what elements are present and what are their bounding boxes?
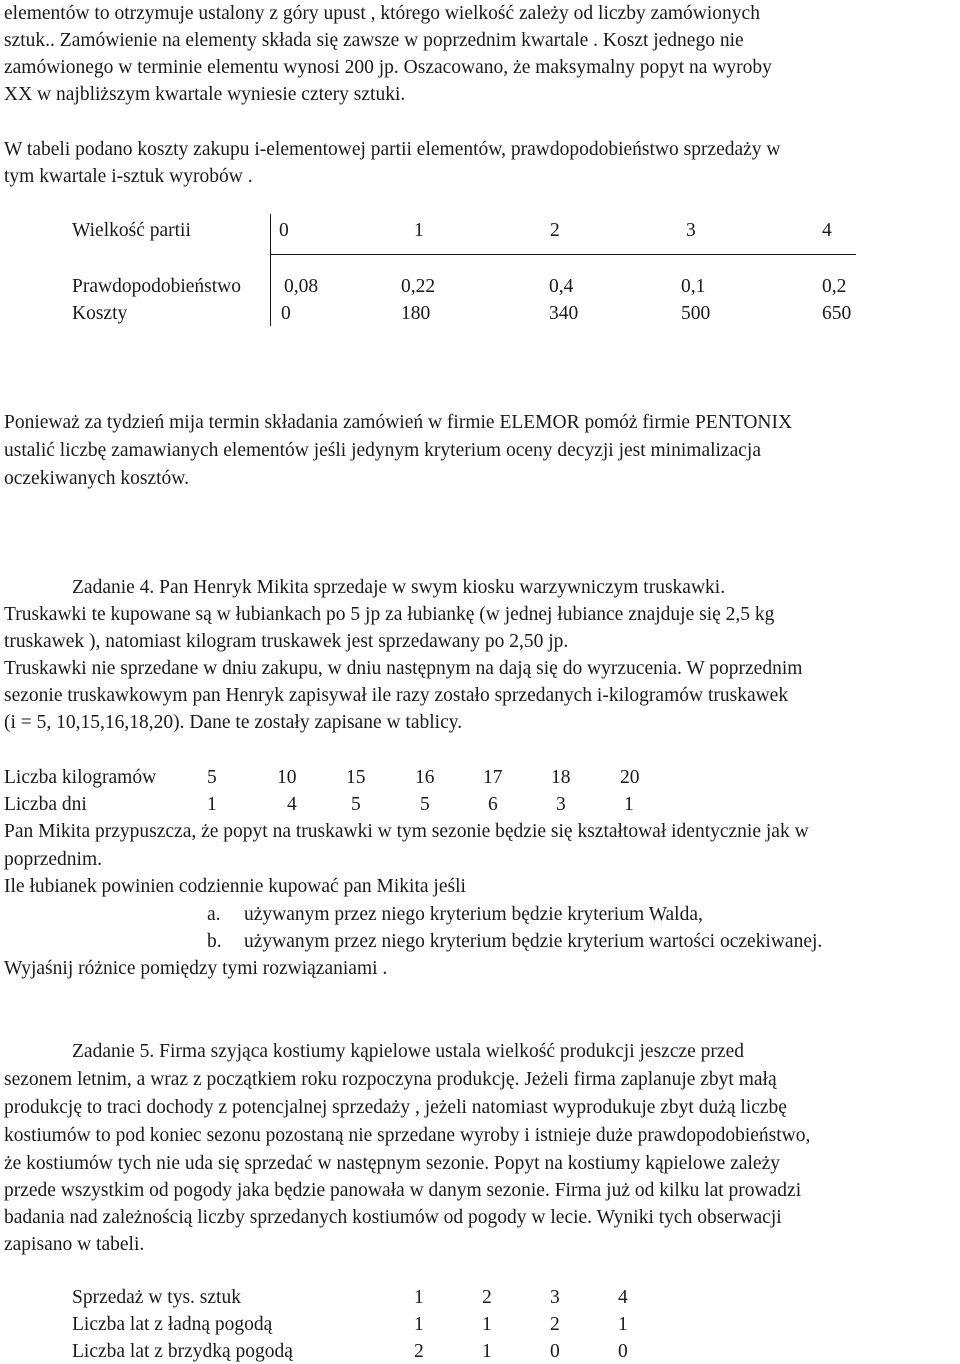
- task4-line: Truskawki nie sprzedane w dniu zakupu, w dniu następnym na dają się do wyrzucenia. W poprzednim: [4, 658, 803, 679]
- task4-line: Truskawki te kupowane są w łubiankach po 5 jp za łubiankę (w jednej łubiance znajduje się 2,5 kg: [4, 604, 775, 625]
- table-intro-line: tym kwartale i-sztuk wyrobów .: [4, 166, 253, 187]
- table-intro-line: W tabeli podano koszty zakupu i-elementowej partii elementów, prawdopodobieństwo sprzedaży w: [4, 139, 781, 160]
- sales-cell: 1: [414, 1287, 424, 1308]
- header-cell: 1: [414, 220, 424, 241]
- days-cell: 5: [351, 794, 361, 815]
- task5-heading: Zadanie 5. Firma szyjąca kostiumy kąpielowe ustala wielkość produkcji jeszcze przed: [72, 1041, 744, 1062]
- row-label-probability: Prawdopodobieństwo: [72, 276, 241, 297]
- option-marker: b.: [207, 931, 222, 952]
- task4-heading: Zadanie 4. Pan Henryk Mikita sprzedaje w swym kiosku warzywniczym truskawki.: [72, 577, 726, 598]
- task5-line: kostiumów to pod koniec sezonu pozostaną nie sprzedane wyroby i istnieje duże prawdopodobieństwo,: [4, 1125, 811, 1146]
- cost-cell: 500: [681, 303, 711, 324]
- sales-cell: 3: [550, 1287, 560, 1308]
- probability-cell: 0,2: [822, 276, 847, 297]
- bad-weather-cell: 1: [482, 1341, 492, 1362]
- question-line: Ponieważ za tydzień mija termin składania zamówień w firmie ELEMOR pomóż firmie PENTONIX: [4, 412, 793, 433]
- probability-cell: 0,22: [401, 276, 436, 297]
- row-label-kilograms: Liczba kilogramów: [4, 767, 157, 788]
- task4-line: Pan Mikita przypuszcza, że popyt na truskawki w tym sezonie będzie się kształtował identycznie jak w: [4, 821, 809, 842]
- intro-line: zamówionego w terminie elementu wynosi 200 jp. Oszacowano, że maksymalny popyt na wyroby: [4, 57, 772, 78]
- bad-weather-cell: 2: [414, 1341, 424, 1362]
- task5-line: sezonem letnim, a wraz z początkiem roku rozpoczyna produkcję. Jeżeli firma zaplanuje zbyt małą: [4, 1069, 777, 1090]
- sales-cell: 4: [618, 1287, 628, 1308]
- kilograms-cell: 10: [277, 767, 297, 788]
- nice-weather-cell: 2: [550, 1314, 560, 1335]
- option-marker: a.: [207, 904, 221, 925]
- header-cell: 2: [550, 220, 560, 241]
- header-cell: 3: [686, 220, 696, 241]
- task5-line: badania nad zależnością liczby sprzedanych kostiumów od pogody w lecie. Wyniki tych obserwacji: [4, 1207, 782, 1228]
- row-label-sales: Sprzedaż w tys. sztuk: [72, 1287, 241, 1308]
- row-label-batch-size: Wielkość partii: [72, 220, 191, 241]
- task4-line: Ile łubianek powinien codziennie kupować pan Mikita jeśli: [4, 876, 466, 897]
- task5-line: że kostiumów tych nie uda się sprzedać w następnym sezonie. Popyt na kostiumy kąpielowe zależy: [4, 1153, 780, 1174]
- days-cell: 4: [287, 794, 297, 815]
- sales-cell: 2: [482, 1287, 492, 1308]
- cost-cell: 650: [822, 303, 852, 324]
- intro-line: XX w najbliższym kwartale wyniesie cztery sztuki.: [4, 84, 406, 105]
- option-text: używanym przez niego kryterium będzie kryterium Walda,: [244, 904, 703, 925]
- task4-line: (i = 5, 10,15,16,18,20). Dane te zostały zapisane w tablicy.: [4, 712, 463, 733]
- task5-line: przede wszystkim od pogody jaka będzie panowała w danym sezonie. Firma już od kilku lat prowadzi: [4, 1180, 802, 1201]
- nice-weather-cell: 1: [414, 1314, 424, 1335]
- days-cell: 3: [556, 794, 566, 815]
- table-divider: [270, 254, 856, 255]
- kilograms-cell: 15: [346, 767, 366, 788]
- probability-cell: 0,08: [284, 276, 319, 297]
- task4-line: poprzednim.: [4, 849, 103, 870]
- kilograms-cell: 16: [415, 767, 435, 788]
- nice-weather-cell: 1: [482, 1314, 492, 1335]
- nice-weather-cell: 1: [618, 1314, 628, 1335]
- kilograms-cell: 5: [207, 767, 217, 788]
- kilograms-cell: 18: [551, 767, 571, 788]
- days-cell: 5: [420, 794, 430, 815]
- task4-line: truskawek ), natomiast kilogram truskawek jest sprzedawany po 2,50 jp.: [4, 631, 569, 652]
- row-label-nice-weather: Liczba lat z ładną pogodą: [72, 1314, 273, 1335]
- task4-line: sezonie truskawkowym pan Henryk zapisywał ile razy zostało sprzedanych i-kilogramów truskawek: [4, 685, 789, 706]
- task5-line: produkcję to traci dochody z potencjalnej sprzedaży , jeżeli natomiast wyprodukuje zbyt dużą liczbę: [4, 1097, 787, 1118]
- question-line: oczekiwanych kosztów.: [4, 468, 190, 489]
- cost-cell: 340: [549, 303, 579, 324]
- kilograms-cell: 17: [483, 767, 503, 788]
- bad-weather-cell: 0: [550, 1341, 560, 1362]
- days-cell: 1: [624, 794, 634, 815]
- cost-cell: 180: [401, 303, 431, 324]
- intro-line: sztuk.. Zamówienie na elementy składa się zawsze w poprzednim kwartale . Koszt jednego nie: [4, 30, 744, 51]
- days-cell: 6: [488, 794, 498, 815]
- days-cell: 1: [207, 794, 217, 815]
- row-label-bad-weather: Liczba lat z brzydką pogodą: [72, 1341, 293, 1362]
- row-label-days: Liczba dni: [4, 794, 87, 815]
- table-column-divider: [270, 214, 271, 326]
- kilograms-cell: 20: [620, 767, 640, 788]
- bad-weather-cell: 0: [618, 1341, 628, 1362]
- probability-cell: 0,1: [681, 276, 706, 297]
- row-label-costs: Koszty: [72, 303, 128, 324]
- task4-closing: Wyjaśnij różnice pomiędzy tymi rozwiązaniami .: [4, 958, 388, 979]
- question-line: ustalić liczbę zamawianych elementów jeśli jedynym kryterium oceny decyzji jest minimalizacja: [4, 440, 761, 461]
- task5-line: zapisano w tabeli.: [4, 1234, 145, 1255]
- cost-cell: 0: [281, 303, 291, 324]
- header-cell: 0: [279, 220, 289, 241]
- header-cell: 4: [822, 220, 832, 241]
- probability-cell: 0,4: [549, 276, 574, 297]
- option-text: używanym przez niego kryterium będzie kryterium wartości oczekiwanej.: [244, 931, 823, 952]
- intro-line: elementów to otrzymuje ustalony z góry upust , którego wielkość zależy od liczby zamówionych: [4, 3, 760, 24]
